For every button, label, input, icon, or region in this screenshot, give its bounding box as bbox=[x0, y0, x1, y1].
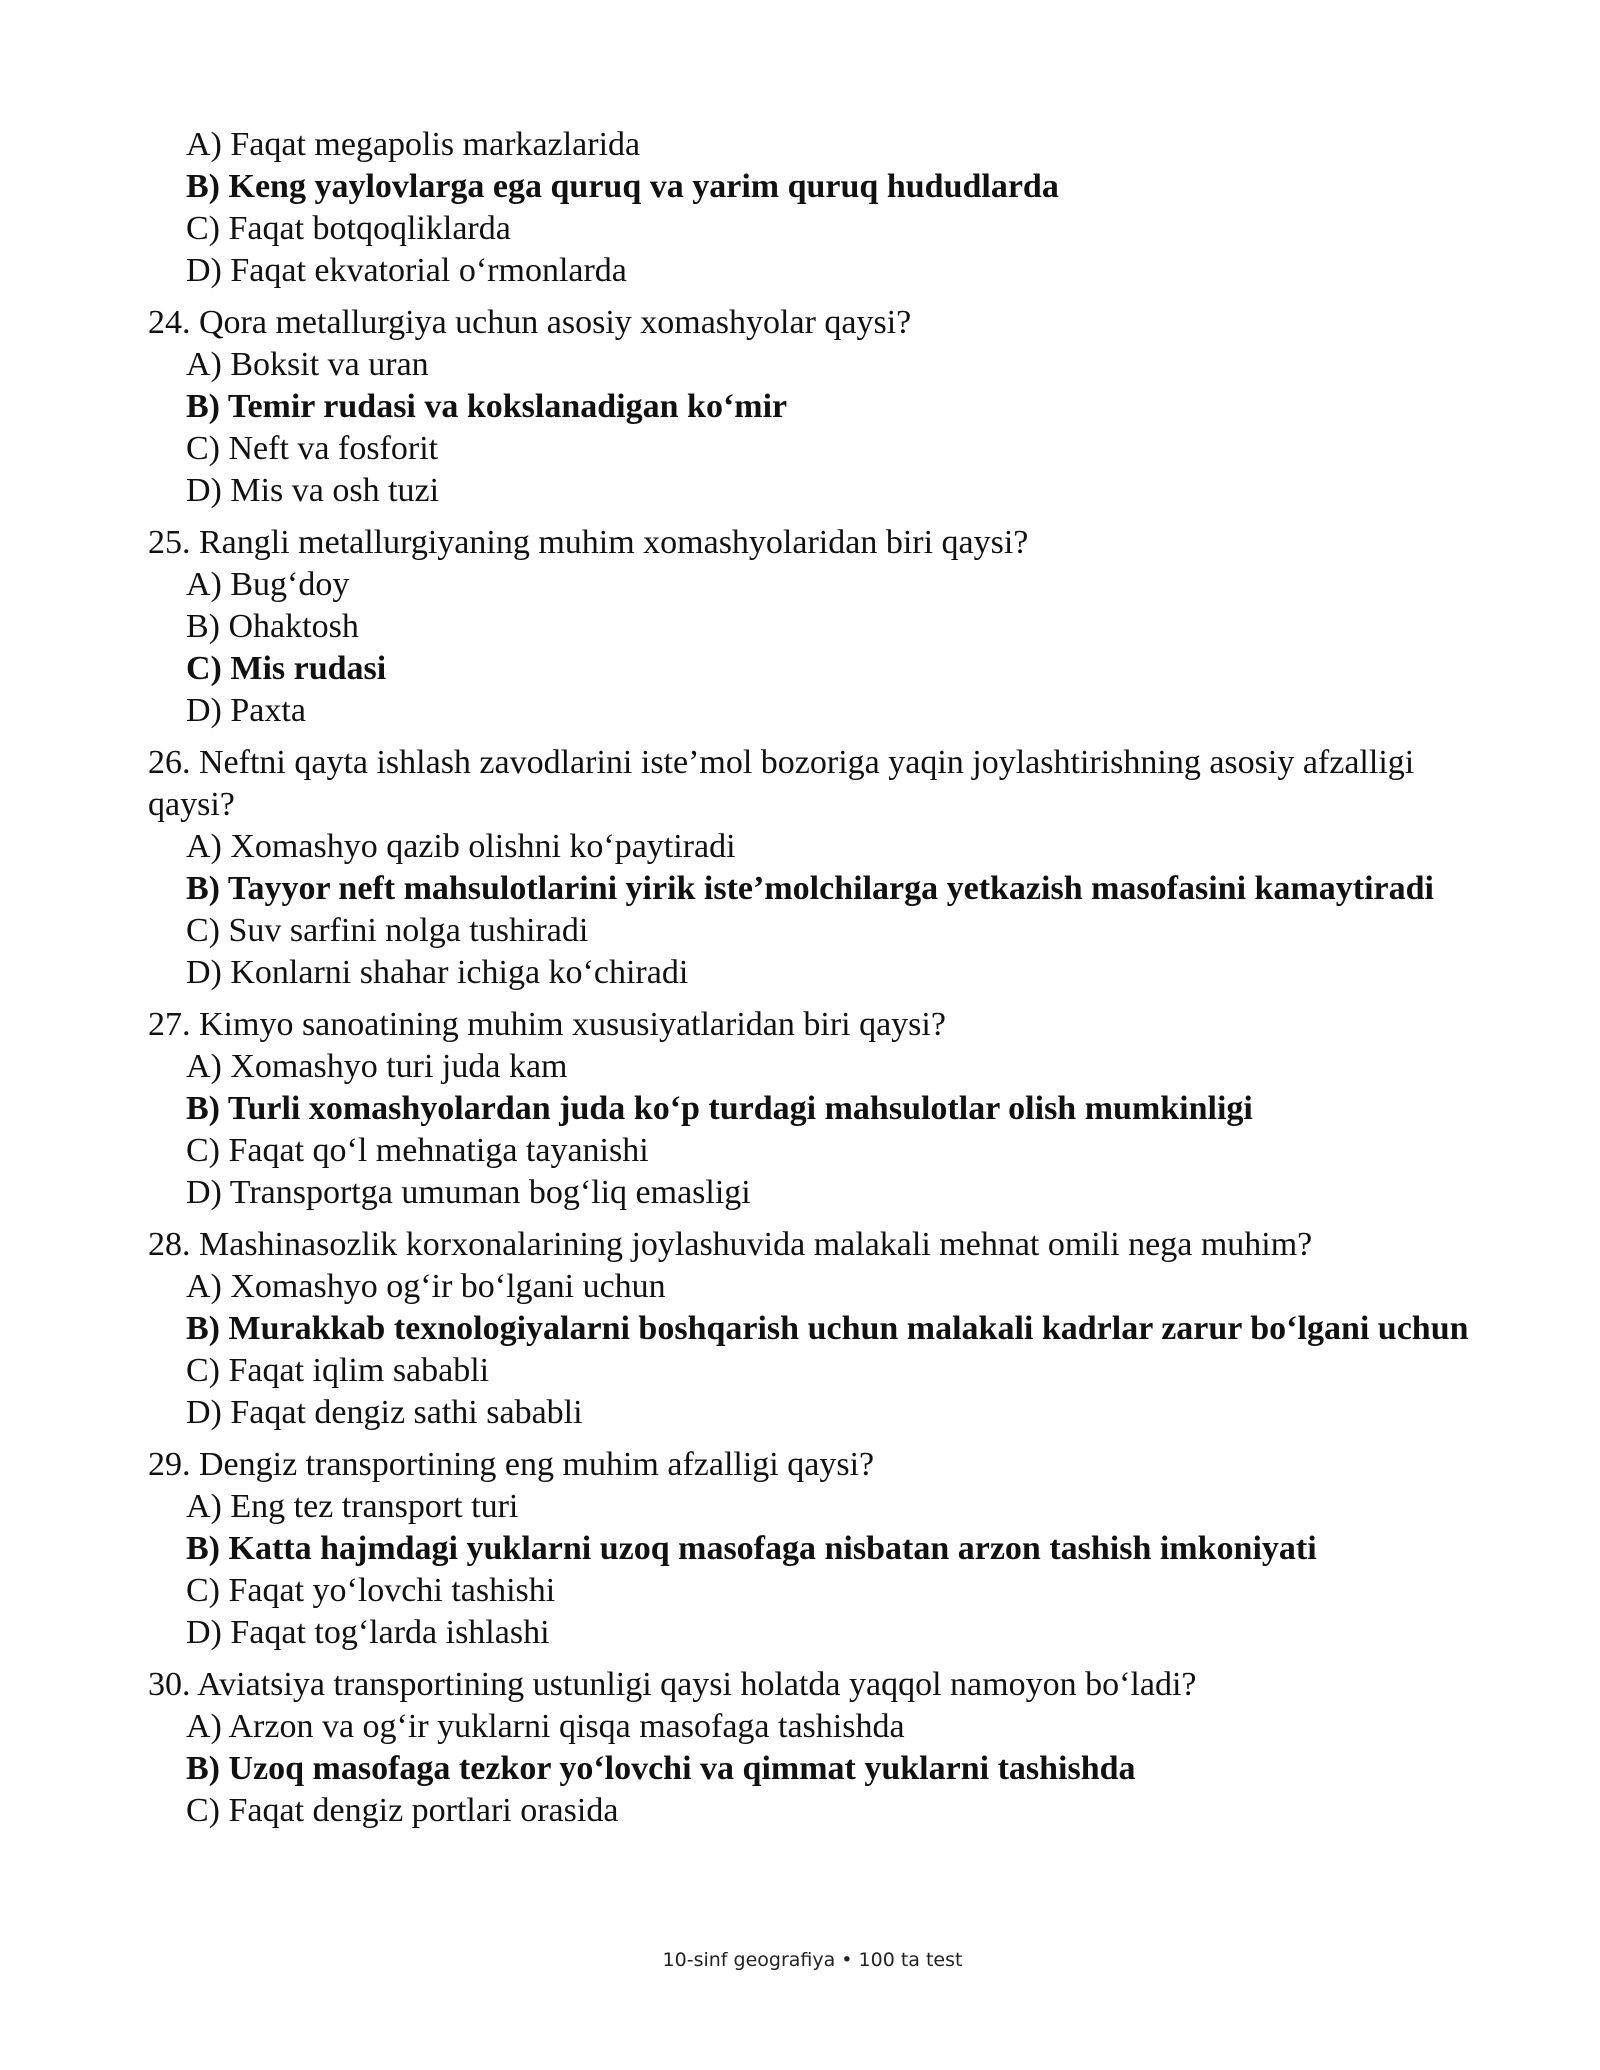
answer-option: D) Faqat tog‘larda ishlashi bbox=[186, 1614, 550, 1651]
answer-option: A) Xomashyo og‘ir bo‘lgani uchun bbox=[186, 1268, 666, 1305]
question-block bbox=[148, 1004, 1488, 1214]
answer-option-correct: B) Turli xomashyolardan juda ko‘p turdagi mahsulotlar olish mumkinligi bbox=[186, 1090, 1253, 1127]
answer-option: C) Neft va fosforit bbox=[186, 430, 439, 467]
answer-option: A) Xomashyo turi juda kam bbox=[186, 1048, 568, 1085]
answer-option: C) Suv sarfini nolga tushiradi bbox=[186, 912, 589, 949]
question-block bbox=[148, 1224, 1488, 1434]
answer-option: D) Transportga umuman bog‘liq emasligi bbox=[186, 1174, 751, 1211]
test-questions bbox=[148, 124, 1488, 1842]
answer-option: C) Faqat botqoqliklarda bbox=[186, 210, 511, 247]
answer-option-correct: C) Mis rudasi bbox=[186, 650, 387, 687]
answer-option: C) Faqat yo‘lovchi tashishi bbox=[186, 1572, 556, 1609]
answer-option: A) Bug‘doy bbox=[186, 566, 350, 603]
answer-option: D) Faqat dengiz sathi sababli bbox=[186, 1394, 583, 1431]
question-text: 26. Neftni qayta ishlash zavodlarini iste’mol bozoriga yaqin joylashtirishning asosiy afzalligi qaysi? bbox=[148, 744, 1415, 823]
question-block bbox=[148, 1444, 1488, 1654]
answer-option: D) Paxta bbox=[186, 692, 306, 729]
answer-option: C) Faqat qo‘l mehnatiga tayanishi bbox=[186, 1132, 649, 1169]
question-text: 29. Dengiz transportining eng muhim afzalligi qaysi? bbox=[148, 1446, 875, 1483]
answer-option: C) Faqat iqlim sababli bbox=[186, 1352, 490, 1389]
page-footer: 10-sinf geografiya • 100 ta test bbox=[662, 1949, 963, 1971]
question-block bbox=[148, 1664, 1488, 1832]
answer-option: D) Faqat ekvatorial o‘rmonlarda bbox=[186, 252, 627, 289]
question-block bbox=[148, 302, 1488, 512]
answer-option-correct: B) Keng yaylovlarga ega quruq va yarim quruq hududlarda bbox=[186, 168, 1059, 205]
answer-option-correct: B) Uzoq masofaga tezkor yo‘lovchi va qimmat yuklarni tashishda bbox=[186, 1750, 1136, 1787]
answer-option: A) Boksit va uran bbox=[186, 346, 429, 383]
question-block bbox=[148, 522, 1488, 732]
answer-option: A) Eng tez transport turi bbox=[186, 1488, 519, 1525]
question-block bbox=[148, 124, 1488, 292]
answer-option: D) Konlarni shahar ichiga ko‘chiradi bbox=[186, 954, 689, 991]
question-text: 25. Rangli metallurgiyaning muhim xomashyolaridan biri qaysi? bbox=[148, 524, 1029, 561]
question-text: 30. Aviatsiya transportining ustunligi qaysi holatda yaqqol namoyon bo‘ladi? bbox=[148, 1666, 1197, 1703]
answer-option: B) Ohaktosh bbox=[186, 608, 359, 645]
answer-option: D) Mis va osh tuzi bbox=[186, 472, 440, 509]
answer-option-correct: B) Tayyor neft mahsulotlarini yirik iste’molchilarga yetkazish masofasini kamaytiradi bbox=[186, 870, 1434, 907]
answer-option-correct: B) Temir rudasi va kokslanadigan ko‘mir bbox=[186, 388, 788, 425]
question-text: 28. Mashinasozlik korxonalarining joylashuvida malakali mehnat omili nega muhim? bbox=[148, 1226, 1313, 1263]
answer-option: C) Faqat dengiz portlari orasida bbox=[186, 1792, 619, 1829]
answer-option: A) Arzon va og‘ir yuklarni qisqa masofaga tashishda bbox=[186, 1708, 905, 1745]
answer-option-correct: B) Murakkab texnologiyalarni boshqarish uchun malakali kadrlar zarur bo‘lgani uchun bbox=[186, 1310, 1469, 1347]
answer-option: A) Xomashyo qazib olishni ko‘paytiradi bbox=[186, 828, 736, 865]
answer-option-correct: B) Katta hajmdagi yuklarni uzoq masofaga nisbatan arzon tashish imkoniyati bbox=[186, 1530, 1317, 1567]
question-text: 24. Qora metallurgiya uchun asosiy xomashyolar qaysi? bbox=[148, 304, 912, 341]
answer-option: A) Faqat megapolis markazlarida bbox=[186, 126, 641, 163]
question-text: 27. Kimyo sanoatining muhim xususiyatlaridan biri qaysi? bbox=[148, 1006, 946, 1043]
question-block bbox=[148, 742, 1488, 994]
